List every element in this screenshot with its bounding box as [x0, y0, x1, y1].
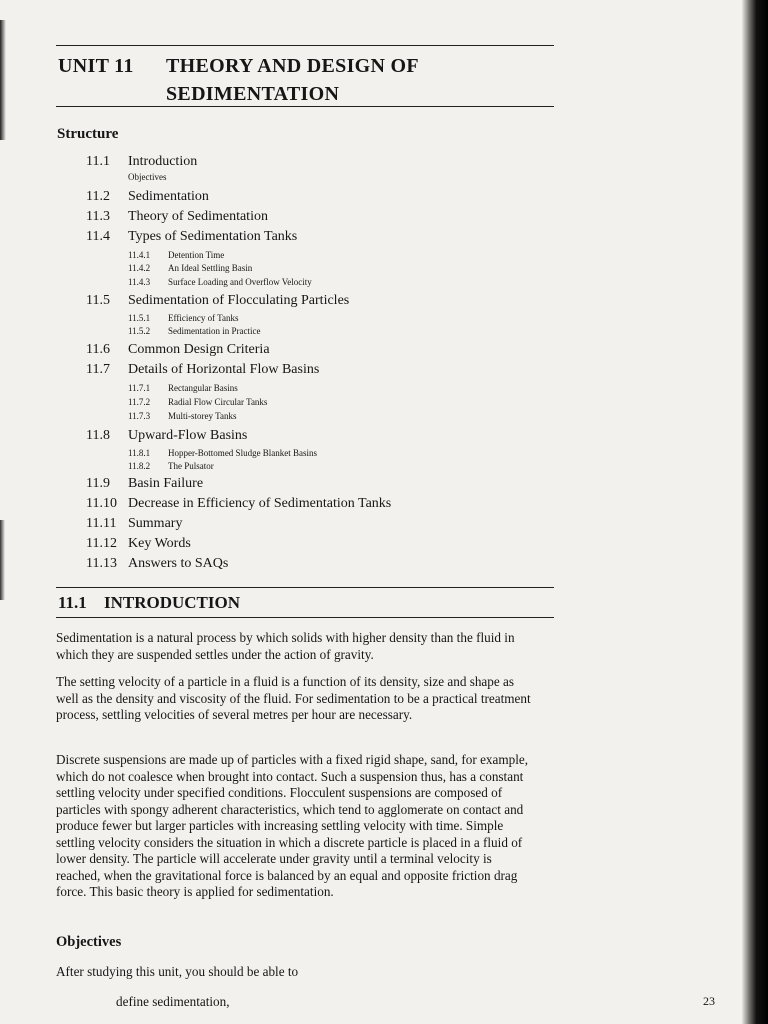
- scan-binding-shadow: [742, 0, 768, 1024]
- toc-item: 11.1 Introduction: [86, 154, 198, 169]
- toc-item: 11.13 Answers to SAQs: [86, 556, 229, 571]
- objectives-intro: After studying this unit, you should be able to: [56, 964, 299, 979]
- toc-item: 11.11 Summary: [86, 516, 183, 531]
- toc-item: 11.12 Key Words: [86, 536, 191, 551]
- section-top-rule: [56, 587, 554, 588]
- intro-paragraph: The setting velocity of a particle in a fluid is a function of its density, size and shape as well as the density and viscosity of the fluid. For sedimentation to be a practical treatment process, settling velocities of several metres per hour are necessary.: [56, 674, 531, 722]
- toc-item: 11.2 Sedimentation: [86, 189, 209, 204]
- unit-number: UNIT 11: [58, 55, 134, 77]
- section-bottom-rule: [56, 617, 554, 618]
- toc-subitem: 11.4.2 An Ideal Settling Basin: [128, 263, 253, 273]
- toc-item: 11.8 Upward-Flow Basins: [86, 428, 248, 443]
- toc-item: 11.3 Theory of Sedimentation: [86, 209, 268, 224]
- objectives-heading: Objectives: [56, 934, 122, 950]
- objective-item: define sedimentation,: [116, 994, 230, 1009]
- header-top-rule: [56, 45, 554, 46]
- toc-item: 11.4 Types of Sedimentation Tanks: [86, 229, 298, 244]
- toc-item: 11.10 Decrease in Efficiency of Sedimentation Tanks: [86, 496, 392, 511]
- toc-item: 11.7 Details of Horizontal Flow Basins: [86, 362, 320, 377]
- toc-item-objectives: Objectives: [128, 172, 167, 182]
- toc-subitem: 11.4.1 Detention Time: [128, 250, 225, 260]
- page-number: 23: [703, 994, 715, 1008]
- toc-subitem: 11.5.2 Sedimentation in Practice: [128, 326, 261, 336]
- toc-subitem: 11.8.1 Hopper-Bottomed Sludge Blanket Basins: [128, 448, 318, 458]
- toc-subitem: 11.7.3 Multi-storey Tanks: [128, 411, 237, 421]
- structure-heading: Structure: [57, 126, 119, 142]
- toc-item: 11.5 Sedimentation of Flocculating Particles: [86, 293, 350, 308]
- toc-item: 11.6 Common Design Criteria: [86, 342, 270, 357]
- toc-subitem: 11.8.2 The Pulsator: [128, 461, 214, 471]
- scan-edge-mark: [0, 520, 5, 600]
- toc-item: 11.9 Basin Failure: [86, 476, 204, 491]
- toc-subitem: 11.5.1 Efficiency of Tanks: [128, 313, 239, 323]
- unit-title-line1: THEORY AND DESIGN OF: [166, 55, 419, 77]
- scan-edge-mark: [0, 20, 6, 140]
- section-heading: 11.1 INTRODUCTION: [58, 593, 241, 612]
- intro-paragraph: Sedimentation is a natural process by which solids with higher density than the fluid in which they are suspended settles under the action of gravity.: [56, 630, 515, 662]
- toc-subitem: 11.7.2 Radial Flow Circular Tanks: [128, 397, 268, 407]
- toc-subitem: 11.7.1 Rectangular Basins: [128, 383, 238, 393]
- intro-paragraph: Discrete suspensions are made up of particles with a fixed rigid shape, sand, for example, which do not coalesce when brought into contact. Such a suspension thus, has a constant settling velocity under specified conditions. Flocculent suspensions are composed of particles with spongy adherent characteristics, which tend to agglomerate on contact and produce fewer but larger particles with increasing settling velocity with time. Simple settling velocity considers the situation in which a discrete particle is placed in a fluid of lower density. The particle will accelerate under gravity until a terminal velocity is reached, when the gravitational force is balanced by an equal and opposite friction drag force. This basic theory is applied for sedimentation.: [56, 752, 529, 899]
- toc-subitem: 11.4.3 Surface Loading and Overflow Velocity: [128, 277, 312, 287]
- unit-title: [58, 52, 419, 108]
- unit-title-line2: SEDIMENTATION: [166, 83, 340, 105]
